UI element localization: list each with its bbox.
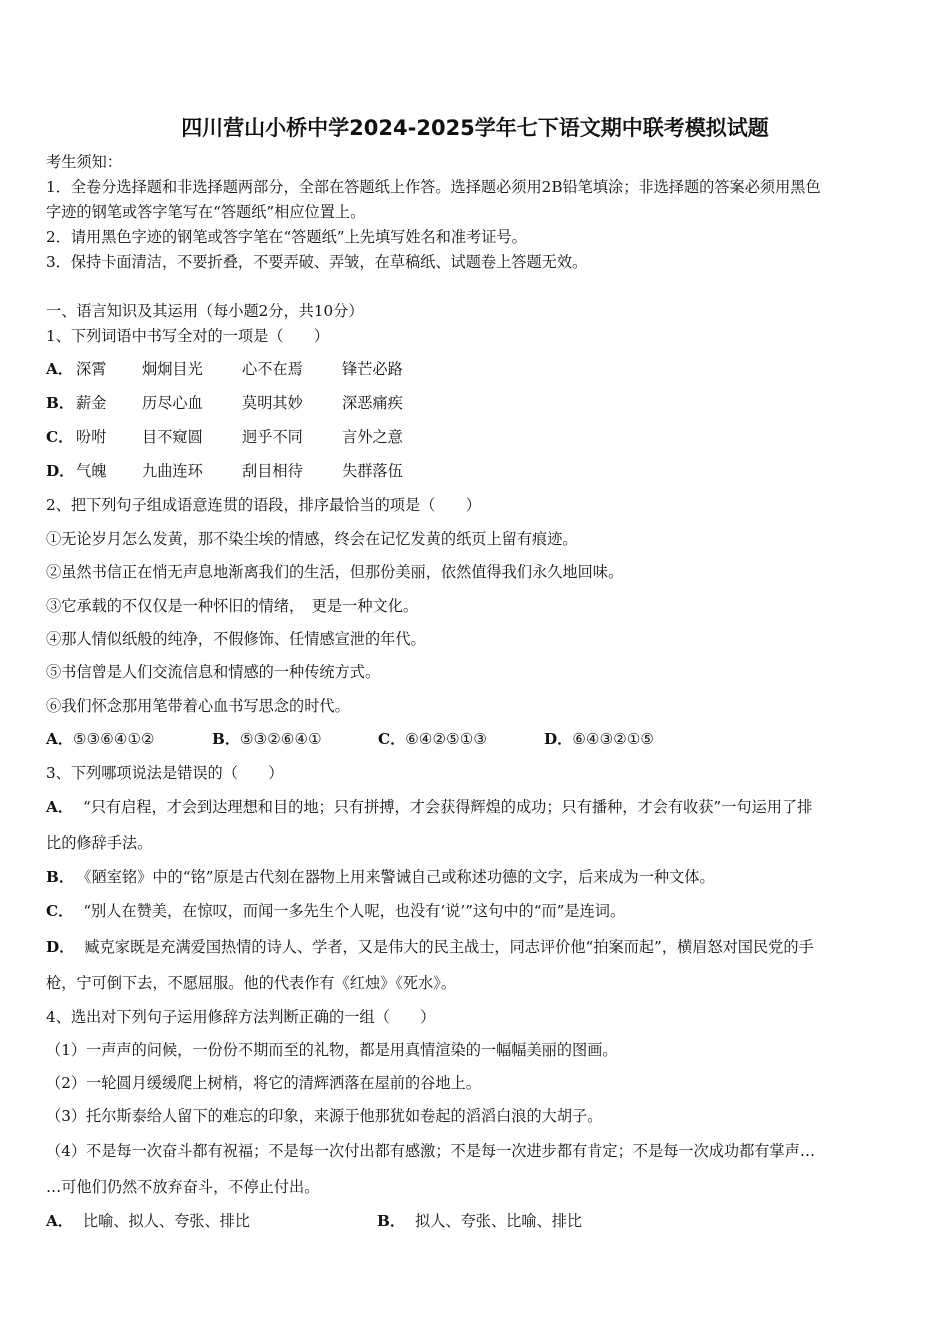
option-word: 迥乎不同: [242, 428, 303, 446]
q2-option-d: [544, 729, 710, 749]
option-word: 目不窥圆: [142, 428, 203, 446]
option-label: B．: [46, 868, 75, 886]
q4-sentence-4: （4）不是每一次奋斗都有祝福；不是每一次付出都有感激；不是每一次进步都有肯定；不是每一次成功都有掌声…: [46, 1142, 816, 1160]
notice-item-2: 2．请用黑色字迹的钢笔或答字笔在“答题纸”上先填写姓名和准考证号。: [46, 228, 527, 246]
option-label: D．: [544, 730, 573, 748]
option-word: 九曲连环: [142, 462, 203, 480]
option-word: 心不在焉: [242, 360, 303, 378]
option-label: D．: [46, 938, 75, 956]
option-label: A．: [46, 730, 73, 748]
q4-sentence-2: （2）一轮圆月缓缓爬上树梢，将它的清辉洒落在屋前的谷地上。: [46, 1074, 481, 1092]
option-word: 刮目相待: [242, 462, 303, 480]
q2-sentence-1: ①无论岁月怎么发黄，那不染尘埃的情感，终会在记忆发黄的纸页上留有痕迹。: [46, 530, 578, 548]
q2-option-a: [46, 729, 212, 749]
option-text: ⑥④②⑤①③: [405, 730, 487, 748]
section-heading: 一、语言知识及其运用（每小题2分，共10分）: [46, 302, 364, 320]
option-text: ⑤③②⑥④①: [240, 730, 322, 748]
q2-sentence-2: ②虽然书信正在悄无声息地渐离我们的生活，但那份美丽，依然值得我们永久地回味。: [46, 563, 624, 581]
notice-item-1: 1．全卷分选择题和非选择题两部分，全部在答题纸上作答。选择题必须用2B铅笔填涂；非选择题的答案必须用黑色: [46, 178, 821, 196]
option-label: C．: [378, 730, 406, 748]
option-word: 言外之意: [342, 428, 403, 446]
q3-stem: 3、下列哪项说法是错误的（ ）: [46, 764, 284, 782]
option-label: B．: [212, 730, 241, 748]
option-word: 薪金: [76, 394, 107, 412]
q4-sentence-4-cont: …可他们仍然不放弃奋斗，不停止付出。: [46, 1178, 320, 1196]
option-label: A．: [46, 360, 73, 378]
q2-option-c: [378, 729, 544, 749]
q2-option-b: [212, 729, 378, 749]
q4-sentence-3: （3）托尔斯泰给人留下的难忘的印象，来源于他那犹如卷起的滔滔白浪的大胡子。: [46, 1107, 603, 1125]
option-text: ⑥④③②①⑤: [572, 730, 655, 748]
option-word: 历尽心血: [142, 394, 203, 412]
q4-options: [46, 1211, 708, 1231]
option-text: 拟人、夸张、比喻、排比: [415, 1212, 583, 1230]
option-label: B．: [377, 1212, 406, 1230]
option-word: 莫明其妙: [242, 394, 303, 412]
option-text: ⑤③⑥④①②: [72, 730, 155, 748]
q3-option-a: [46, 797, 812, 817]
option-text: 臧克家既是充满爱国热情的诗人、学者，又是伟大的民主战士，同志评价他“拍案而起”，横眉怒对国民党的手: [84, 938, 814, 956]
option-label: A．: [46, 1212, 73, 1230]
q2-sentence-5: ⑤书信曾是人们交流信息和情感的一种传统方式。: [46, 663, 381, 681]
option-label: A．: [46, 798, 73, 816]
q3-option-b: [46, 867, 715, 887]
q3-option-c: [46, 901, 625, 921]
option-text: “只有启程，才会到达理想和目的地；只有拼搏，才会获得辉煌的成功；只有播种，才会有收获”一句运用了排: [82, 798, 813, 816]
q1-option-d: [46, 461, 442, 481]
q3-option-d-cont: 枪，宁可倒下去，不愿屈服。他的代表作有《红烛》《死水》。: [46, 974, 457, 992]
q1-option-b: [46, 393, 442, 413]
q3-option-a-cont: 比的修辞手法。: [46, 834, 153, 852]
option-label: B．: [46, 394, 75, 412]
notice-item-1-cont: 字迹的钢笔或答字笔写在“答题纸”相应位置上。: [46, 203, 366, 221]
q4-option-b: [377, 1211, 708, 1231]
q4-sentence-1: （1）一声声的问候，一份份不期而至的礼物，都是用真情渲染的一幅幅美丽的图画。: [46, 1041, 618, 1059]
option-word: 吩咐: [76, 428, 107, 446]
q4-stem: 4、选出对下列句子运用修辞方法判断正确的一组（ ）: [46, 1008, 436, 1026]
q2-stem: 2、把下列句子组成语意连贯的语段，排序最恰当的项是（ ）: [46, 496, 481, 514]
option-text: “别人在赞美，在惊叹，而闻一多先生个人呢，也没有‘说’”这句中的“而”是连词。: [83, 902, 626, 920]
option-label: D．: [46, 462, 75, 480]
notice-item-3: 3．保持卡面清洁，不要折叠，不要弄破、弄皱，在草稿纸、试题卷上答题无效。: [46, 253, 588, 271]
q2-sentence-6: ⑥我们怀念那用笔带着心血书写思念的时代。: [46, 697, 350, 715]
page-title: 四川营山小桥中学2024-2025学年七下语文期中联考模拟试题: [181, 116, 769, 140]
option-word: 深恶痛疾: [342, 394, 403, 412]
notice-heading: 考生须知：: [46, 153, 122, 171]
q3-option-d: [46, 937, 814, 957]
option-label: C．: [46, 902, 74, 920]
q2-sentence-4: ④那人情似纸般的纯净，不假修饰、任情感宣泄的年代。: [46, 630, 426, 648]
option-word: 失群落伍: [342, 462, 403, 480]
q1-option-c: [46, 427, 442, 447]
option-word: 气魄: [76, 462, 107, 480]
q2-sentence-3: ③它承载的不仅仅是一种怀旧的情绪， 更是一种文化。: [46, 597, 419, 615]
option-text: 比喻、拟人、夸张、排比: [82, 1212, 251, 1230]
option-text: 《陋室铭》中的“铭”原是古代刻在器物上用来警诫自己或称述功德的文字，后来成为一种文体。: [84, 868, 715, 886]
q1-stem: 1、下列词语中书写全对的一项是（ ）: [46, 327, 330, 345]
q2-options: [46, 729, 710, 749]
option-word: 深霄: [76, 360, 107, 378]
q4-option-a: [46, 1211, 377, 1231]
q1-option-a: [46, 359, 442, 379]
option-word: 锋芒必路: [342, 360, 403, 378]
option-label: C．: [46, 428, 74, 446]
option-word: 炯炯目光: [142, 360, 203, 378]
